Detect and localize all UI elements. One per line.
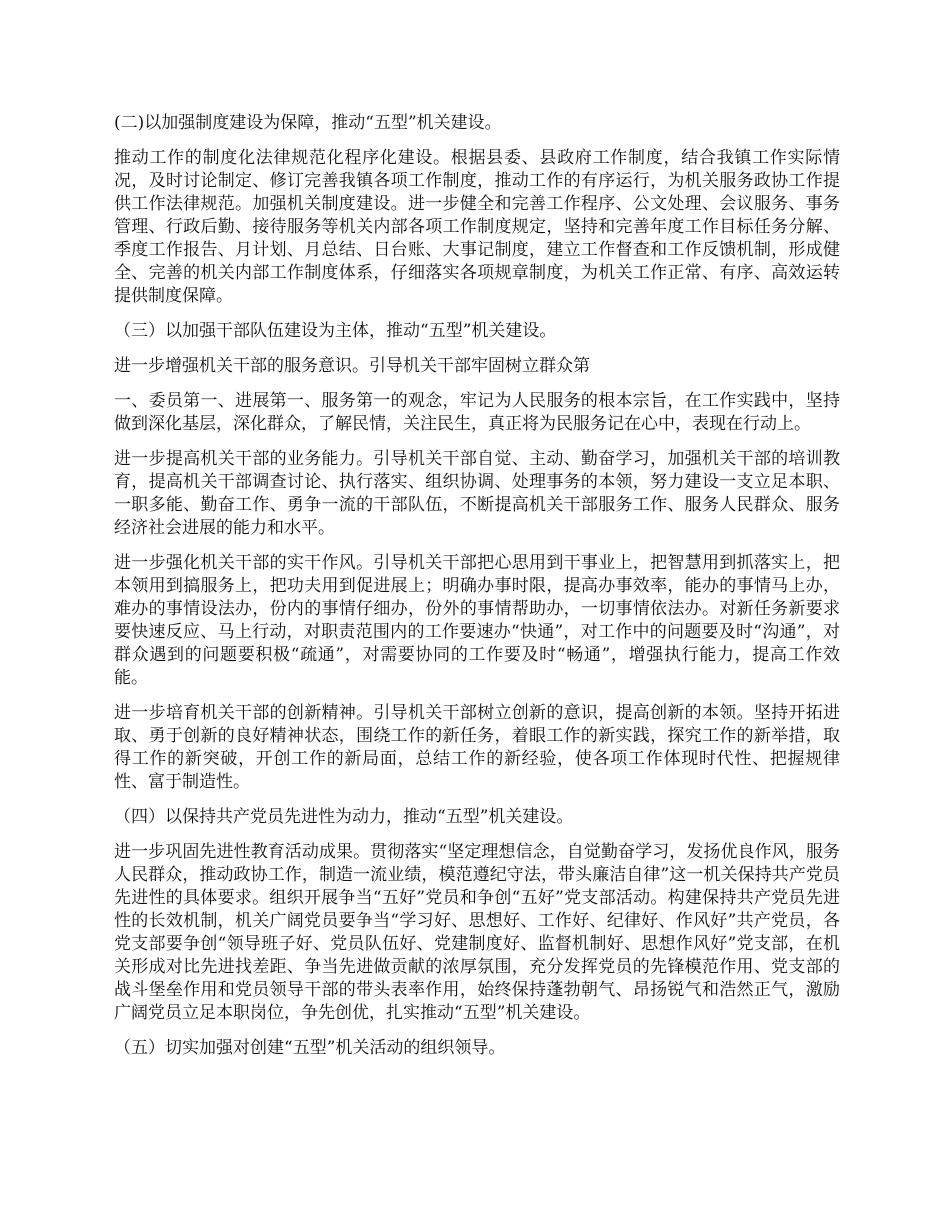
paragraph-service-awareness: 进一步增强机关干部的服务意识。引导机关干部牢固树立群众第 xyxy=(114,356,590,376)
paragraph-system-building: 推动工作的制度化法律规范化程序化建设。根据县委、县政府工作制度，结合我镇工作实际情况，及时讨论制定、修订完善我镇各项工作制度，推动工作的有序运行，为机关服务政协工作提供工作法律规范。加强机关制度建设。进一步健全和完善工作程序、公文处理、会议服务、事务管理、行政后勤、接待服务等机关内部各项工作制度规定，坚持和完善年度工作目标任务分解、季度工作报告、月计划、月总结、日台账、大事记制度，建立工作督查和工作反馈机制，形成健全、完善的机关内部工作制度体系，仔细落实各项规章制度，为机关工作正常、有序、高效运转提供制度保障。 xyxy=(114,148,840,306)
paragraph-business-ability: 进一步提高机关干部的业务能力。引导机关干部自觉、主动、勤奋学习，加强机关干部的培训教育，提高机关干部调查讨论、执行落实、组织协调、处理事务的本领，努力建设一支立足本职、一职多能、勤奋工作、勇争一流的干部队伍，不断提高机关干部服务工作、服务人民群众、服务经济社会进展的能力和水平。 xyxy=(114,449,840,538)
paragraph-service-concept: 一、委员第一、进展第一、服务第一的观念，牢记为人民服务的根本宗旨，在工作实践中，坚持做到深化基层，深化群众，了解民情，关注民生，真正将为民服务记在心中，表现在行动上。 xyxy=(114,391,840,434)
paragraph-innovation: 进一步培育机关干部的创新精神。引导机关干部树立创新的意识，提高创新的本领。坚持开拓进取、勇于创新的良好精神状态，围绕工作的新任务，着眼工作的新实践，探究工作的新举措，取得工作的新突破，开创工作的新局面，总结工作的新经验，使各项工作体现时代性、把握规律性、富于制造性。 xyxy=(114,703,840,792)
section-heading-4: （四）以保持共产党员先进性为动力，推动“五型”机关建设。 xyxy=(114,807,574,827)
section-heading-5: （五）切实加强对创建“五型”机关活动的组织领导。 xyxy=(114,1038,506,1058)
paragraph-practical-style: 进一步强化机关干部的实干作风。引导机关干部把心思用到干事业上，把智慧用到抓落实上，把本领用到搞服务上，把功夫用到促进展上；明确办事时限，提高办事效率，能办的事情马上办，难办的事情设法办，份内的事情仔细办，份外的事情帮助办，一切事情依法办。对新任务新要求要快速反应、马上行动，对职责范围内的工作要速办“快通”，对工作中的问题要及时“沟通”，对群众遇到的问题要积极“疏通”，对需要协同的工作要及时“畅通”，增强执行能力，提高工作效能。 xyxy=(114,553,840,688)
paragraph-party-members: 进一步巩固先进性教育活动成果。贯彻落实“坚定理想信念，自觉勤奋学习，发扬优良作风，服务人民群众，推动政协工作，制造一流业绩，模范遵纪守法，带头廉洁自律”这一机关保持共产党员先进性的具体要求。组织开展争当“五好”党员和争创“五好”党支部活动。构建保持共产党员先进性的长效机制，机关广阔党员要争当“学习好、思想好、工作好、纪律好、作风好”共产党员，各党支部要争创“领导班子好、党员队伍好、党建制度好、监督机制好、思想作风好”党支部，在机关形成对比先进找差距、争当先进做贡献的浓厚氛围，充分发挥党员的先锋模范作用、党支部的战斗堡垒作用和党员领导干部的带头表率作用，始终保持蓬勃朝气、昂扬锐气和浩然正气，激励广阔党员立足本职岗位，争先创优，扎实推动“五型”机关建设。 xyxy=(114,842,840,1023)
section-heading-2: (二)以加强制度建设为保障，推动“五型”机关建设。 xyxy=(114,113,502,133)
document-page xyxy=(114,112,840,1072)
section-heading-3: （三）以加强干部队伍建设为主体，推动“五型”机关建设。 xyxy=(114,321,557,341)
